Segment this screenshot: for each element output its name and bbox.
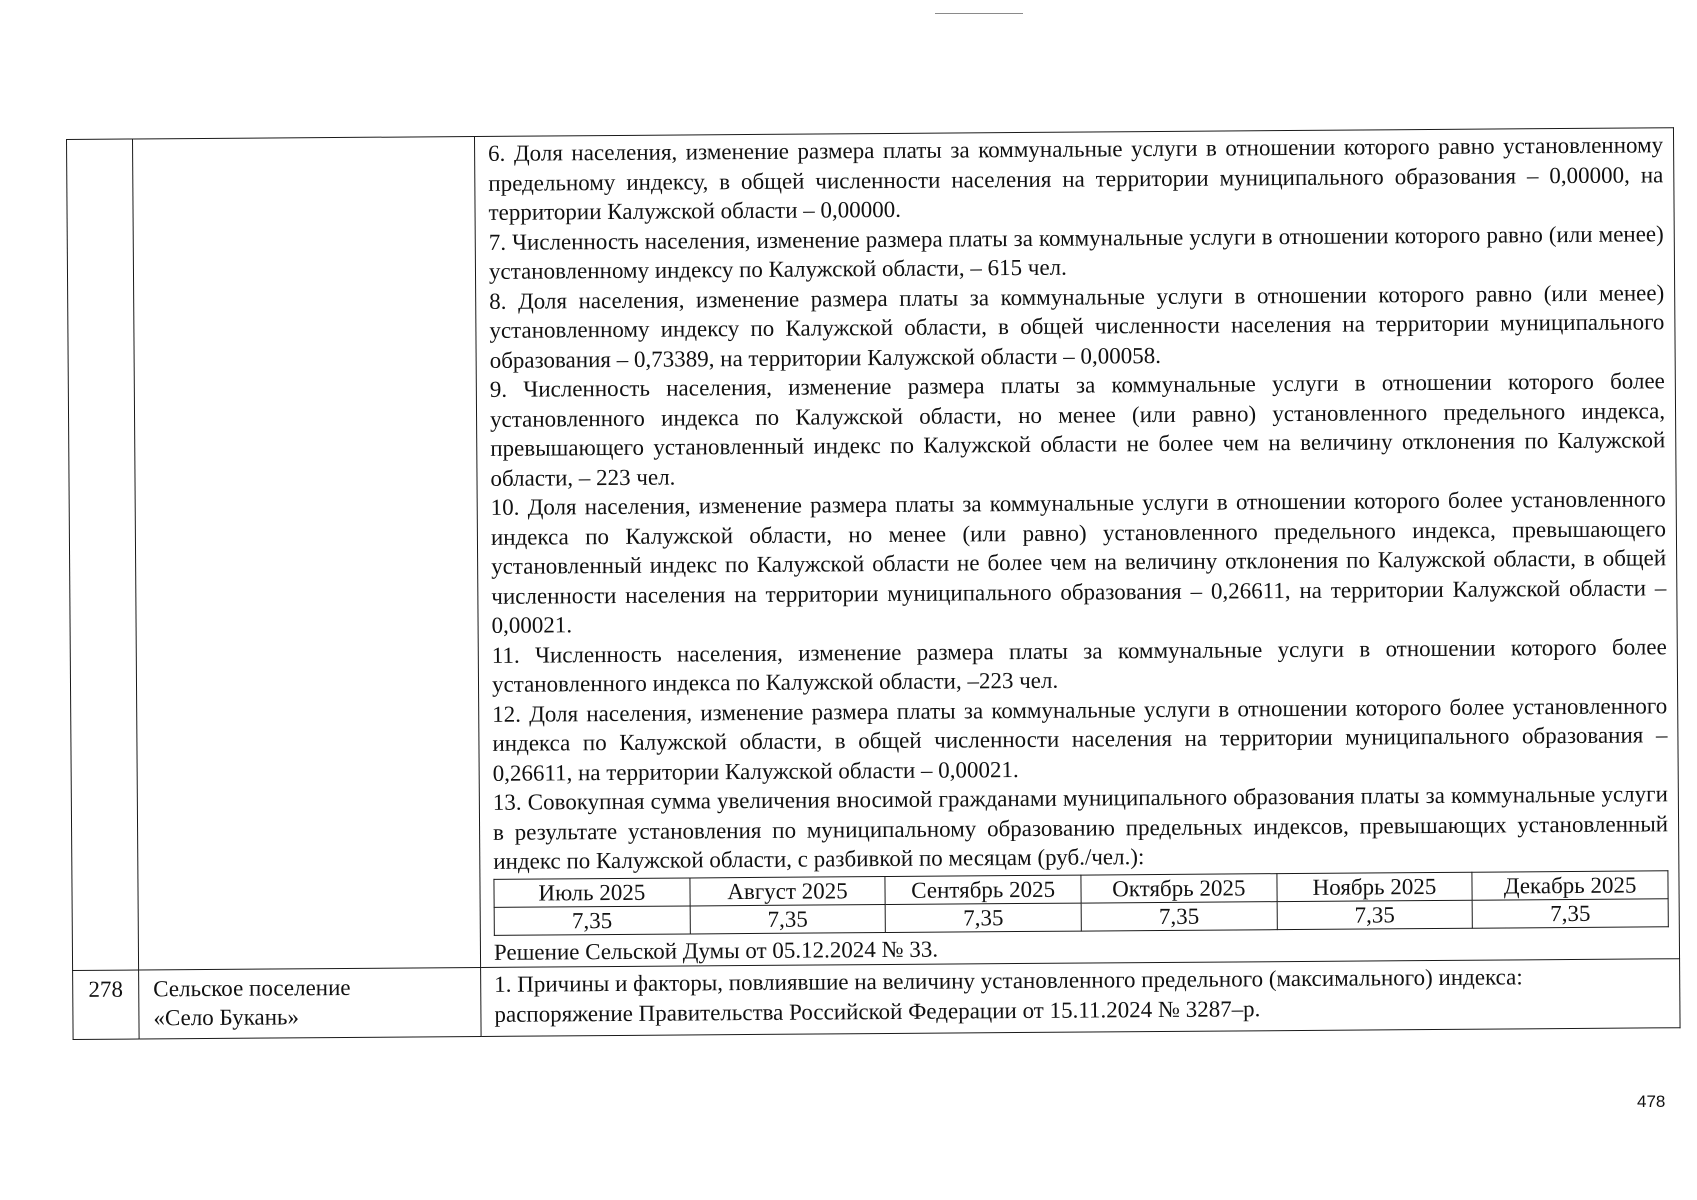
paragraph-10: 10. Доля населения, изменение размера платы за коммунальные услуги в отношении которого более установленного индекса по Калужской области, но менее (или равно) установленного предельного индекса, превышающего установленный индекс по Калужской области не более чем на величину отклонения по Калужской области, в общей численности населения на территории муниципального образования – 0,26611, на территории Калужской области – 0,00021. <box>490 486 1667 638</box>
month-value: 7,35 <box>1472 898 1668 927</box>
settlement-name-line: Сельское поселение <box>153 974 351 1002</box>
month-header: Октябрь 2025 <box>1081 873 1277 902</box>
month-value: 7,35 <box>1277 900 1473 929</box>
month-header: Август 2025 <box>690 876 886 905</box>
month-header: Сентябрь 2025 <box>885 875 1081 904</box>
scan-mark-line <box>935 13 1023 14</box>
month-header: Ноябрь 2025 <box>1277 872 1473 901</box>
reasons-line: распоряжение Правительства Российской Федерации от 15.11.2024 № 3287–р. <box>494 995 1261 1027</box>
month-value: 7,35 <box>494 905 690 934</box>
paragraph-11: 11. Численность населения, изменение размера платы за коммунальные услуги в отношении которого более установленного индекса по Калужской области, –223 чел. <box>491 633 1667 697</box>
paragraph-9: 9. Численность населения, изменение размера платы за коммунальные услуги в отношении которого более установленного индекса по Калужской области, но менее (или равно) установленного предельного индекса, превышающего установленный индекс по Калужской области не более чем на величину отклонения по Калужской области, – 223 чел. <box>489 368 1666 491</box>
row-number: 278 <box>73 970 140 1039</box>
reasons-line: 1. Причины и факторы, повлиявшие на величину установленного предельного (максимального) индекса: <box>494 964 1523 997</box>
paragraph-12: 12. Доля населения, изменение размера платы за коммунальные услуги в отношении которого более установленного индекса по Калужской области, в общей численности населения на территории муниципального образования – 0,26611, на территории Калужской области – 0,00021. <box>492 692 1668 786</box>
decision-reference: Решение Сельской Думы от 05.12.2024 № 33. <box>493 936 939 965</box>
paragraph-7: 7. Численность населения, изменение размера платы за коммунальные услуги в отношении которого равно (или менее) установленному индексу по Калужской области, – 615 чел. <box>488 220 1664 284</box>
month-value: 7,35 <box>690 904 886 933</box>
page-number: 478 <box>1637 1092 1666 1111</box>
paragraph-13: 13. Совокупная сумма увеличения вносимой гражданами муниципального образования платы за коммунальные услуги в результате установления по муниципальному образованию предельных индексов, превышающих установленный индекс по Калужской области, с разбивкой по месяцам (руб./чел.): <box>492 781 1669 874</box>
paragraph-6: 6. Доля населения, изменение размера платы за коммунальные услуги в отношении которого равно установленному предельному индексу, в общей численности населения на территории муниципального образования – 0,00000, на территории Калужской области – 0,00000. <box>488 132 1664 225</box>
settlement-name <box>139 967 481 1039</box>
monthly-increase-table <box>493 870 1668 936</box>
month-value: 7,35 <box>885 903 1081 932</box>
table-row-continuation <box>67 128 1680 971</box>
month-header: Июль 2025 <box>494 877 690 906</box>
month-header: Декабрь 2025 <box>1472 870 1668 899</box>
settlement-name-line: «Село Букань» <box>153 1004 300 1031</box>
document-table <box>66 127 1681 1040</box>
cell-reasons <box>481 959 1680 1037</box>
month-value: 7,35 <box>1081 901 1277 930</box>
table-row-278 <box>73 959 1680 1040</box>
paragraph-8: 8. Доля населения, изменение размера платы за коммунальные услуги в отношении которого равно (или менее) установленному индексу по Калужской области, в общей численности населения на территории муниципального образования – 0,73389, на территории Калужской области – 0,00058. <box>489 279 1665 373</box>
cell-name-empty <box>133 137 481 970</box>
cell-number-empty <box>67 139 139 970</box>
cell-indicators <box>474 128 1679 968</box>
